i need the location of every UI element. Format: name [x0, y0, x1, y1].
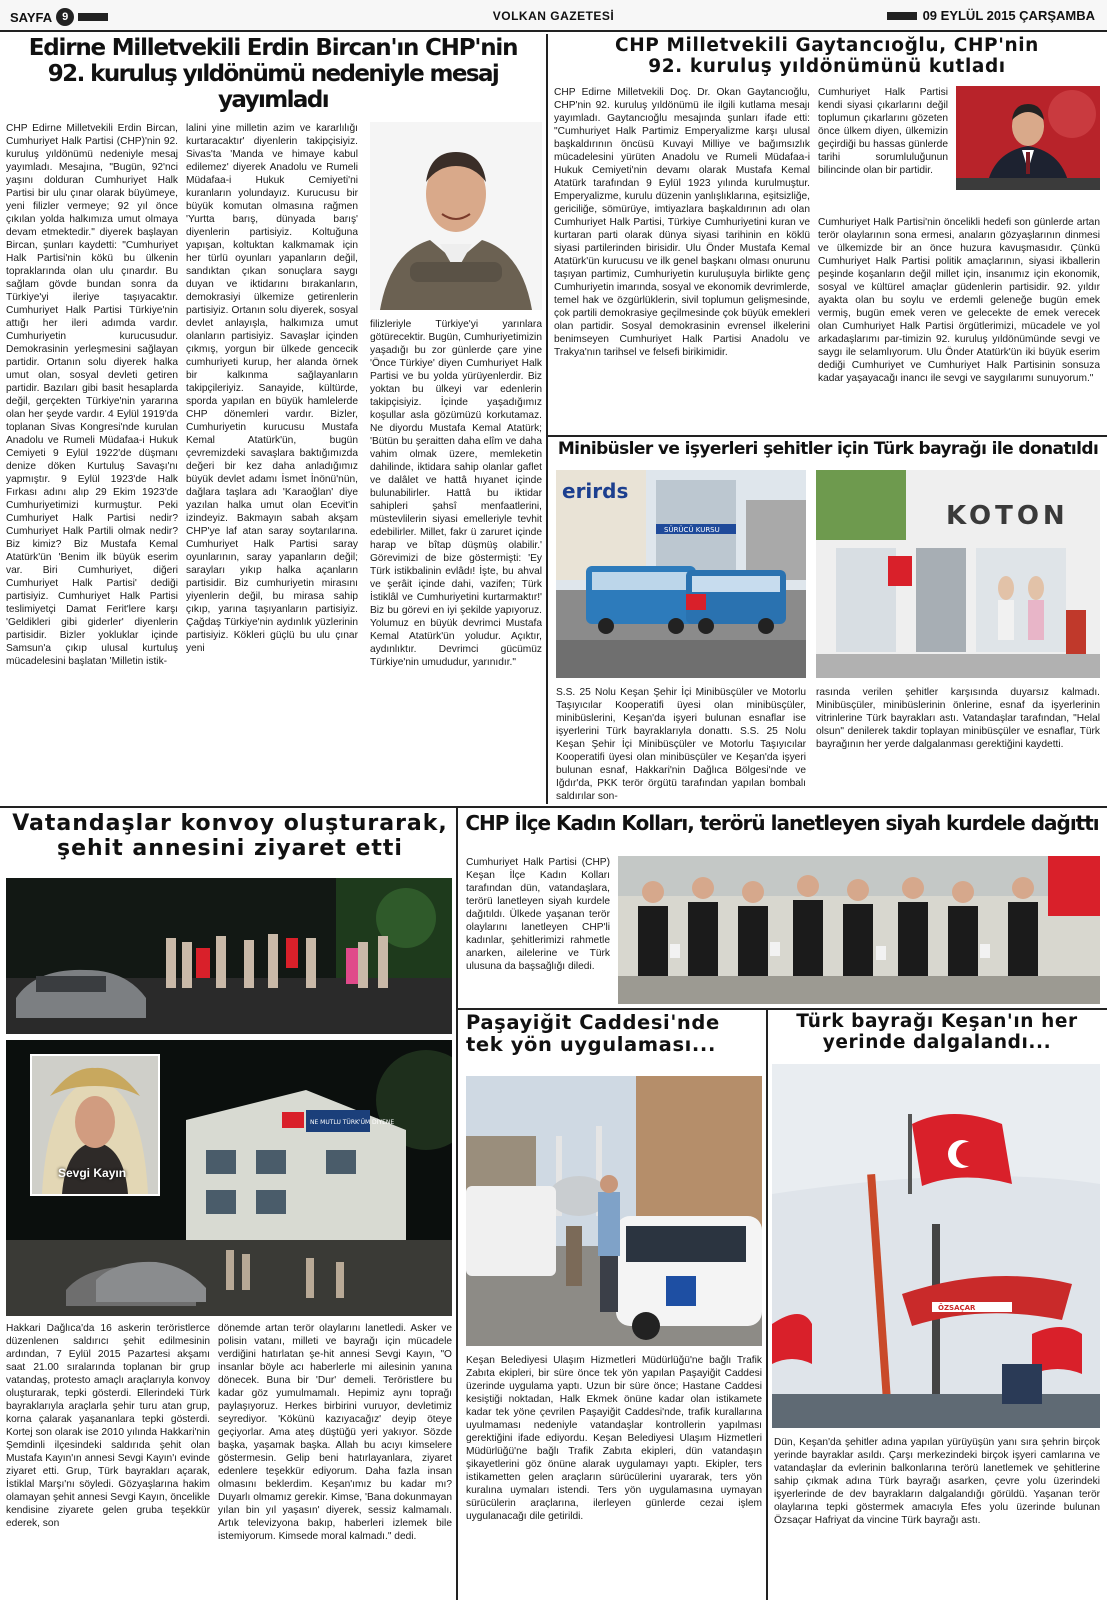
women-ribbon-photo — [618, 856, 1100, 1004]
svg-text:erirds: erirds — [562, 479, 629, 503]
koton-shop-photo — [816, 470, 1100, 678]
koton-sign: KOTON — [946, 501, 1069, 531]
page-header — [0, 0, 1107, 32]
page-number: 9 — [56, 8, 74, 26]
horizontal-rule-middle — [0, 806, 1107, 808]
article2-column-2-top: Cumhuriyet Halk Partisi kendi siyasi çıkarlarını değil toplumun çıkarlarını gözeten önce ülkem diyen, ülkemizin geçirdiği bu hassas günlerde tarihi sorumluluğunun bilincinde olan bir partidir. — [818, 87, 948, 176]
article6-headline-line1: Paşayiğit Caddesi'nde — [466, 1012, 720, 1034]
article7-headline — [770, 1012, 1104, 1070]
gaytancioglu-photo — [956, 86, 1100, 190]
article1-headline-line1: Edirne Milletvekili Erdin Bircan'ın CHP'nin — [28, 36, 518, 61]
article6-headline-line2: tek yön uygulaması... — [466, 1032, 716, 1056]
article7-headline-line2: yerinde dalgalandı... — [822, 1031, 1052, 1053]
article2-column-1: CHP Edirne Milletvekili Doç. Dr. Okan Gaytancıoğlu, CHP'nin 92. kuruluş yıldönümü ile ilgili kutlama mesajı yayımladı. Gaytancıoğlu mesajında şunları ifade etti: "Cumhuriyet Halk Partimiz Emperyalizme karşı ulusal başkaldırının öncüsü Kuvayi Milliye ve bağımsızlık mücadelesini yürüten Anadolu ve Rumeli Müdafaa-i Hukuk Cemiyeti'nin devamı olarak Mustafa Kemal Atatürk tarafından 9 Eylül 1923 yılında kurulmuştur. Emperyalizme, kurulu düzenin yanlışlıklarına, eşitsizliğe, gericiliğe, sömürüye, imtiyazlara başkaldırının adı olan Cumhuriyet Halk Partisi, Türkiye Cumhuriyetini kuran ve kurtaran parti olarak dünya siyasi tarihinin en köklü siyasi partilerinden birisidir. Ulu Önder Mustafa Kemal Atatürk'ün kurucusu ve ilk genel başkanı olması onurunu taşıyan partimiz, Cumhuriyetin kuruluşuyla birlikte genç Cumhuriyetin imarında, sosyal ve ekonomik devrimlerde, temel hak ve özgürlüklerin, sivil toplumun gelişmesinde, çok partili demokrasiye geçilmesinde çok büyük emekleri olan partidir. Sosyal demokrasinin evrensel ilkelerini benimseyen Cumhuriyet Halk Partisi Anadolu ve Trakya'nın tarihsel ve felsefi birikimidir. — [554, 87, 810, 358]
horizontal-rule-article5 — [458, 1008, 1107, 1010]
horizontal-rule-article2 — [548, 435, 1107, 437]
article5-headline: CHP İlçe Kadın Kolları, terörü lanetleyen siyah kurdele dağıttı — [465, 812, 1099, 835]
vertical-rule-3 — [766, 1010, 768, 1600]
article1-column-3: filizleriyle Türkiye'yi yarınlara götürecektir. Bugün, Cumhuriyetimizin yaşadığı bu zor günlerde çare yine 'Önce Türkiye' diyen Cumhuriyet Halk Partisi ve bu yolda yürüyenlerdir. Biz yoktan bu ülkeyi var edenlerin takipçisiyiz. İçinde yaşadığımız koşullar asla gözümüzü korkutamaz. Ne diyordu Mustafa Kemal Atatürk; 'Bütün bu şeraitten daha elîm ve daha vahim olmak üzere, memleketin dahilinde, iktidara sahip olanlar gaflet ve dalâlet ve hattâ hıyanet içinde bulunabilirler. Hattâ bu iktidar sahipleri şahsî menfaatlerini, müstevlilerin siyasi emelleriyle tevhit edebilirler. Millet, fakr ü zaruret içinde harap ve bîtap düşmüş olabilir.' Görevimizi de bize göstermişti: 'Ey Türk istikbalinin evlâdı! İşte, bu ahval ve şerâit içinde dahi, vazifen; Türk İstiklâl ve Cumhuriyetini kurtarmaktır!' Biz bu görevi en iyi şekilde yapıyoruz. Yolumuz en büyük devrimci Mustafa Kemal Atatürk'ün yoludur. Açıktır, aydınlıktır. Devrimci gücümüz Türkiye'nin umududur, yarınıdır." — [370, 319, 542, 668]
header-bar-right — [887, 12, 917, 20]
bircan-portrait-photo — [370, 122, 542, 310]
article1-column-1: CHP Edirne Milletvekili Erdin Bircan, Cumhuriyet Halk Partisi (CHP)'nin 92. kuruluş yıldönümü nedeniyle mesaj yayımladı. Mesajına, "Bugün, 92'nci yaşını dolduran Cumhuriyet Halk Partisi bir ulu çınar olarak büyümeye, yeni filizler vermeye; 92 yıl önce çıkılan yolda halkımıza umut olmaya devam etmektedir." diyerek başlayan Bircan, şunları kaydetti: "Cumhuriyet Halk Partisi'nin kökü bu ülkenin topraklarında olan ulu çınardır. Bu sağlam gövde bundan sonra da Türkiye'yi ileriye taşıyacaktır. Cumhuriyet Halk Partisi Türkiye'nin attığı her ileri adımda vardır. Cumhuriyetin kurucusudur. Demokrasinin yerleşmesini sağlayan partidir. Ortanın solu diyerek halka umut olan, sosyal devleti getiren partidir. Bazıları gibi basit hesaplarda değil, gerçekten Türkiye'nin yararına olan her şeyde vardır. 4 Eylül 1919'da toplanan Sivas Kongresi'nde kurulan Anadolu ve Rumeli Müdafaa-i Hukuk Cemiyeti 9 Eylül 1922'de düşmanı denize döken Kurtuluş Savaşı'nı yapmıştır. 9 Eylül 1923'de Halk Fırkası adını alıp 29 Ekim 1923'de Cumhuriyetimizi kurmuştur. Peki Cumhuriyet Halk Partisi nedir? Cumhuriyet Halk Partili olmak nedir? Biz kimiz? Biz Mustafa Kemal Atatürk'ün 'Benim ilk büyük eserim var. Biri Cumhuriyet, diğeri Cumhuriyet Halk Partisi' dediği partisiyiz. Cumhuriyet Halk Partisi teslimiyetçi Damat Ferit'lere karşı 'Geldikleri gibi giderler' diyenlerin partisidir. Bizler yokluklar içinde Samsun'a çıkıp ulusal kurtuluş mücadelesini başlatan 'Milletin istik- — [6, 123, 178, 667]
article2-column-2-bottom: Cumhuriyet Halk Partisi'nin öncelikli hedefi son günlerde artan terör olaylarının sona ermesi, anaların gözyaşlarının dinmesi ve ülkemizde bir an önce huzura kavuşmasıdır. Çünkü Cumhuriyet Halk Partisi politik amaçlarının, siyasi ikballerin peşinde koşanların değil millet için, insanımız için ekonomik, sosyal ve kültürel amaçlar güdenlerin partisidir. 92. yıldır ayakta olan bu soylu ve erdemli geleneğe bugün emek vermiş, bugün emek veren ve gelecekte de emek verecek olan Cumhuriyet Halk Partisi örgütlerimizi, mücadele ve yol arkadaşlarımı par-timizin 92. kuruluş yıldönümünde sevgi ve saygı ile selamlıyorum. Ulu Önder Atatürk'ün iki büyük eserim dediği Cumhuriyet ve Cumhuriyet Halk Partisinin sonsuza kadar yaşayacağı inancı ile sevgi ve saygılarımı sunuyorum." — [818, 217, 1100, 384]
issue-date: 09 EYLÜL 2015 ÇARŞAMBA — [922, 8, 1095, 23]
page-label: SAYFA — [10, 9, 53, 25]
article1-headline — [4, 36, 542, 112]
article4-headline-line1: Vatandaşlar konvoy oluşturarak, — [12, 812, 448, 836]
convoy-night-photo — [6, 878, 452, 1034]
article1-headline-line2: 92. kuruluş yıldönümü nedeniyle mesaj yayımladı — [47, 60, 499, 112]
boat-sign-text: ÖZSAÇAR — [938, 1304, 976, 1312]
sevgi-kayin-inset-photo — [30, 1054, 160, 1196]
date-block — [887, 8, 1095, 23]
crane-flag-photo — [772, 1064, 1100, 1428]
article2-headline — [552, 36, 1102, 82]
article7-headline-line1: Türk bayrağı Keşan'ın her — [796, 1012, 1078, 1032]
article3-column-2: rasında verilen şehitler karşısında duyarsız kalmadı. Minibüsçüler, minibüslerinin önlerine, esnaf da işyerlerinin vitrinlerine Türk bayrakları astı. Vatandaşlar tarafından, "Helal olsun" denilerek takdir toplayan minibüsçüler ve esnaflar, Türk bayrağının her yerde dalgalanması gerektiğini kaydetti. — [816, 687, 1100, 750]
article3-column-1: S.S. 25 Nolu Keşan Şehir İçi Minibüsçüler ve Motorlu Taşıyıcılar Kooperatifi üyesi olan minibüsçüler, minibüslerini, Keşan'da işyeri bulunan esnaflar ise işyerlerini Türk bayraklarıyla donattı. S.S. 25 Nolu Keşan Şehir İçi Minibüsçüler ve Motorlu Taşıyıcılar Kooperatifi üyesi olan minibüsçüler ve Keşan'da işyeri bulunan esnaf, Hakkari'nin Dağlıca Bölgesi'nde ve Iğdır'da, PKK terör örgütü tarafından yapılan bombalı saldırılar son- — [556, 687, 806, 802]
article4-column-2: dönemde artan terör olaylarını lanetledi. Asker ve polisin vatanı, milleti ve bayrağı için mücadele verdiğini hatırlatan şe-hit annesi Sevgi Kayın, "O insanlar böyle acı haberlerle mi ailesinin yanına dönecek. Buna bir 'Dur' demeli. Teröristlere bu kadar göz yumulmamalı. Hepimiz aynı toprağı paylaşıyoruz. Herkes birbirini vuruyor, devletimiz seyrediyor. 'Kökünü kazıyacağız' deyip öteye geçiyorlar. Ama ateş düştüğü yeri yakıyor. Sözde başka, yaşamak başka. Allah bu acıyı kimselere göstermesin. Gelip beni hatırlayanlara, ziyaret edenlere teşekkür ediyorum. Daha fazla insan olmasını beklerdim. Keşan'ımız bu kadar mı? Duyarlı olmamız gerekir. Kimse, 'Bana dokunmayan yılan bin yıl yaşasın' diyerek, sessiz kalmamalı. Artık televizyona bakıp, haberleri izlemek bile istemiyorum. Kimsede moral kalmadı." dedi. — [218, 1323, 452, 1542]
martyr-house-photo — [6, 1040, 452, 1316]
article4-headline-line2: şehit annesini ziyaret etti — [57, 835, 403, 861]
article4-headline — [2, 812, 458, 872]
article1-column-2: lalini yine milletin azim ve kararlılığı kurtaracaktır' diyenlerin takipçisiyiz. Sivas'ta 'Manda ve himaye kabul edilemez' diyerek Anadolu ve Rumeli Müdafaa-i Hukuk Cemiyeti'ni kuranların yolundayız. Kurucusu bir büyük komutan olmasına rağmen 'Yurtta barış, dünyada barış' diyenlerin partisiyiz. Koltuğuna yapışan, koltuktan kalkmamak için her türlü oyunları yapanların değil, sandıktan çıkan sonuçlara saygı duyan ve iktidarını bırakanların, demokrasiyi ülkemize getirenlerin partisiyiz. Ortanın solu diyerek, sosyal devlet anlayışla, halkımıza umut olanların partisiyiz. Savaşlar içinden çıkmış, yorgun bir ülkede gencecik cumhuriyeti kurup, her alanda örnek bir kalkınma sağlayanların takipçileriyiz. Sanayide, kültürde, sporda yapılan en büyük hamlelerde CHP dönemleri vardır. Bizler, Cumhuriyetin kurucusu Mustafa Kemal Atatürk'ün, bugün çevremizdeki savaşlara baktığımızda değeri bir kez daha anladığımız büyük devlet adamı İsmet İnönü'nün, dağlara taşlara adı 'Karaoğlan' diye yazılan halka umut olan Ecevit'in izindeyiz. Bakmayın sabah akşam CHP'ye laf atan saray soytarılarına. Cumhuriyet Halk Partisi saray oyunlarının, saray yapanların değil; sarayları yıkıp halka açanların partisidir. Biz cumhuriyetin mirasını yiyenlerin değil, bu mirasa sahip çıkıp, yarına taşıyanların partisiyiz. Çağdaş Türkiye'nin aydınlık yüzlerinin partisiyiz. Kökleri güçlü bu ulu çınar yeni — [186, 123, 358, 654]
house-banner-text: NE MUTLU TÜRK'ÜM DİYENE — [310, 1119, 395, 1126]
article2-headline-line1: CHP Milletvekili Gaytancıoğlu, CHP'nin — [615, 36, 1039, 56]
driving-school-sign: SÜRÜCÜ KURSU — [664, 526, 720, 534]
article3-headline: Minibüsler ve işyerleri şehitler için Türk bayrağı ile donatıldı — [557, 440, 1099, 459]
article6-body: Keşan Belediyesi Ulaşım Hizmetleri Müdürlüğü'ne bağlı Trafik Zabıta ekipleri, bir süre önce tek yön yapılan Paşayiğit Caddesi üzerinde uygulama yaptı. Uzun bir süre önce; Hastane Caddesi kesiştiği noktadan, Halk Ekmek önüne kadar olan istikamete kadar tek yöne çevrilen Paşayiğit Caddesi'nde, trafik kurallarına uyulmaması nedeniyle vatandaşlar kontrollerin yapılması gerektiğini ifade ediyordu. Keşan Belediyesi Ulaşım Hizmetleri Müdürlüğü'ne bağlı Trafik Zabıta ekipleri, dün vatandaşın şikayetlerini göz önüne alarak uygulamayı yaptı. Ekipler, ters istikametten gelen araçların sürücülerini uyararak, ters yön kuralına uymaları istendi. Ters yön uygulamasına uymayan sürücülerin araçlarına, ilerleyen günlerde cezai işlem uygulanacağı dile getirildi. — [466, 1355, 762, 1522]
article5-body: Cumhuriyet Halk Partisi (CHP) Keşan İlçe Kadın Kolları tarafından dün, vatandaşlara, terörü lanetleyen siyah kurdele dağıtıldı. Ülkede yaşanan terör olaylarını lanetleyen CHP'li kadınlar, şehitlerimizi rahmetle anarken, ailelerine ve Türk ulusuna da başsağlığı diledi. — [466, 857, 610, 972]
article6-headline — [460, 1012, 766, 1070]
newspaper-title: VOLKAN GAZETESİ — [492, 9, 615, 23]
article4-column-1: Hakkari Dağlıca'da 16 askerin teröristlerce düzenlenen saldırıcı şehit edilmesinin ardından, 7 Eylül 2015 Pazartesi akşamı saat 21.00 sıralarında toplanan bir grup vatandaş, protesto amaçlı araçlarıyla konvoy oluşturarak, tepki gösterdi. Ellerindeki Türk bayraklarıyla araçlarla şehir turu atan grup, korna çalarak yaşananlara tepki gösterdi. Kortej son olarak ise 2010 yılında Hakkari'nin Şemdinli ilçesindeki saldırıda şehit olan Mustafa Kayın'ın annesi Sevgi Kayın'ı evinde ziyaret etti. Grup, Türk bayrakları açarak, İstiklal Marşı'nı söyledi. Gözyaşlarına hakim olamayan şehit annesi Sevgi Kayın, öncelikle kendisine ziyarete gelen gruba teşekkür ederek, son — [6, 1323, 210, 1529]
vertical-rule-2 — [456, 808, 458, 1600]
vertical-rule-1 — [546, 34, 548, 804]
one-way-street-photo — [466, 1076, 762, 1346]
article7-body: Dün, Keşan'da şehitler adına yapılan yürüyüşün yanı sıra şehrin birçok yerinde bayraklar asıldı. Çarşı merkezindeki birçok işyeri camlarına ve vatandaşlar da evlerinin balkonlarına terörü lanetlemek ve şehitlerine sahip çıkmak adına Türk bayrağı asarken, çevre yolu üzerindeki işyerlerinde de dev bayrakların dalgalandığı görüldü. Yaşanan terör olaylarına tepki göstermek amacıyla Efes yolu üzerinde bulunan Özsaçar Hafriyat da vincine Türk bayrağı astı. — [774, 1437, 1100, 1526]
minibus-photo — [556, 470, 806, 678]
inset-photo-caption: Sevgi Kayın — [58, 1166, 127, 1180]
article2-headline-line2: 92. kuruluş yıldönümünü kutladı — [648, 55, 1006, 77]
